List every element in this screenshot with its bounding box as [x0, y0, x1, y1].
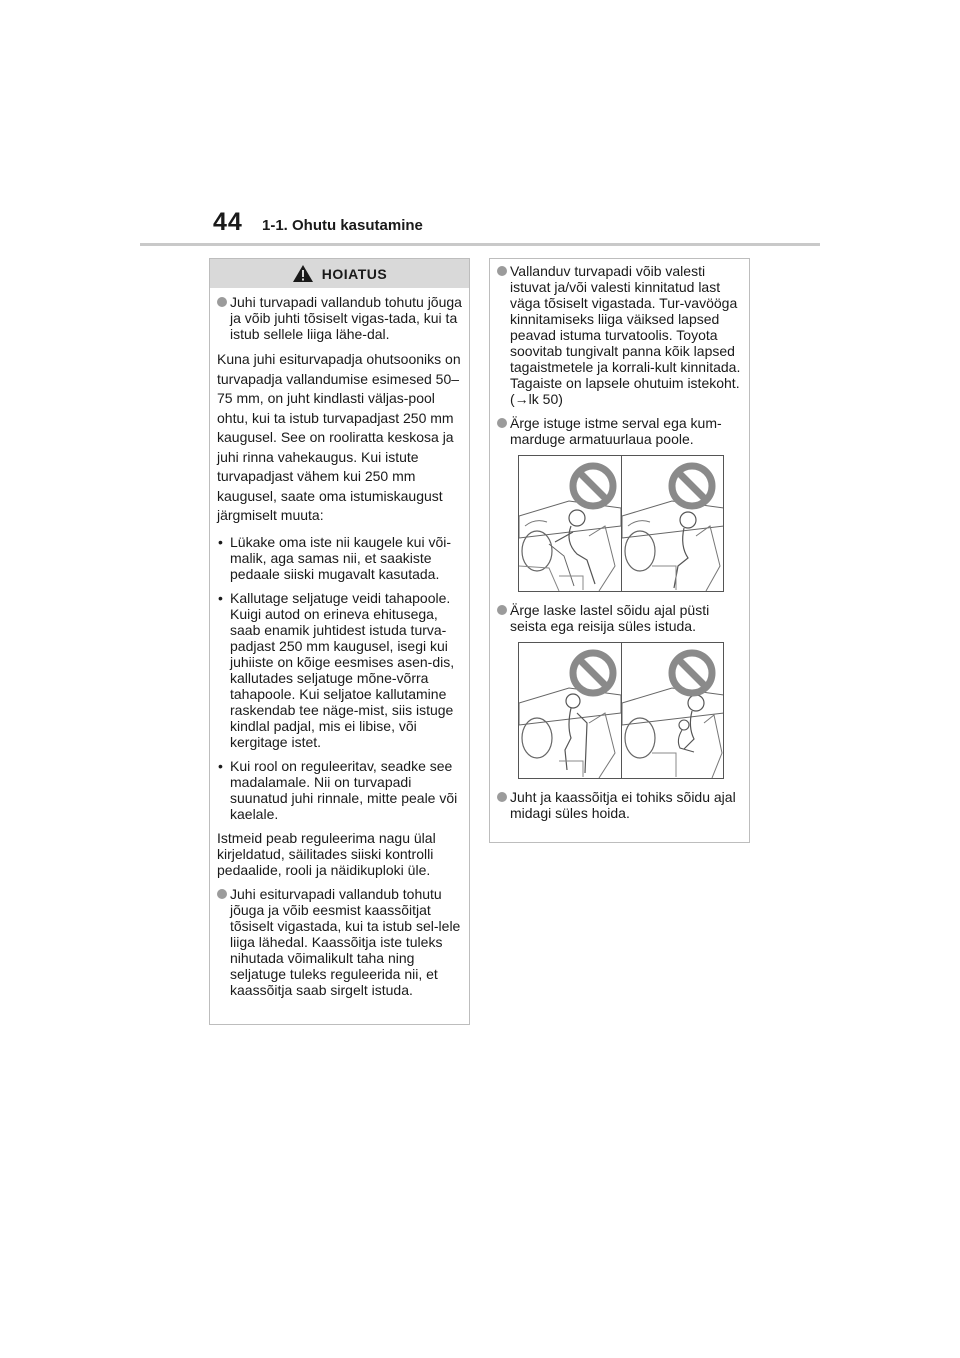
prohibition-icon	[569, 649, 617, 697]
prohibition-icon	[569, 462, 617, 510]
bullet-dot	[217, 889, 227, 899]
list-item: Juhi turvapadi vallandub tohutu jõuga ja võib juhti tõsiselt vigas-tada, kui ta istub sellele liiga lähe-dal.	[217, 294, 462, 342]
page-number: 44	[213, 208, 243, 236]
illustration-standing-child	[518, 642, 724, 779]
illustration-panel	[519, 456, 621, 591]
warning-header	[210, 259, 469, 288]
illustration-panel	[519, 643, 621, 778]
bullet-dot	[217, 297, 227, 307]
warning-title: HOIATUS	[321, 265, 388, 282]
prohibition-icon	[668, 649, 716, 697]
list-item: Ärge istuge istme serval ega kum-marduge armatuurlaua poole.	[497, 415, 742, 447]
illustration-panel	[621, 643, 724, 778]
illustration-leaning-forward	[518, 455, 724, 592]
prohibition-icon	[668, 462, 716, 510]
warning-triangle-icon	[292, 264, 314, 283]
bullet-dot	[497, 266, 507, 276]
header-divider	[140, 243, 820, 246]
section-title: 1-1. Ohutu kasutamine	[262, 217, 423, 234]
sub-list-item: • Lükake oma iste nii kaugele kui või-malik, aga samas nii, et saakiste pedaale siiski mugavalt kasutada.	[218, 533, 452, 582]
warning-box	[209, 258, 470, 1025]
sub-list-item: • Kui rool on reguleeritav, seadke see madalamale. Nii on turvapadi suunatud juhi rinnale, mitte peale või kaelale.	[218, 757, 458, 822]
bullet-dot	[497, 418, 507, 428]
bullet-dot	[497, 792, 507, 802]
paragraph: Istmeid peab reguleerima nagu ülal kirjeldatud, säilitades siiski kontrolli pedaalide, rooli ja näidikuploki üle.	[217, 829, 436, 878]
illustration-panel	[621, 456, 724, 591]
bullet-dot	[497, 605, 507, 615]
list-item: Ärge laske lastel sõidu ajal püsti seista ega reisija süles istuda.	[497, 602, 742, 634]
sub-list-item: • Kallutage seljatuge veidi tahapoole. Kuigi autod on erineva ehitusega, saab enamik juhtidest istuda turva-padjast 250 mm kaugusel, isegi kui juhiiste on kõige eesmises asen-dis, kallutades seljatuge mõne-võrra tahapoole. Kui seljatoe kallutamine raskendab tee näge-mist, siis istuge kindlal padjal, mis ei libise, või kergitage istet.	[218, 589, 455, 750]
warning-box-continued	[489, 258, 750, 843]
list-item: Juht ja kaassõitja ei tohiks sõidu ajal midagi süles hoida.	[497, 789, 742, 821]
list-item: Juhi esiturvapadi vallandub tohutu jõuga ja võib eesmist kaassõitjat tõsiselt vigastada, kui ta istub sel-lele liiga lähedal. Kaassõitja iste tuleks nihutada võimalikult taha ning seljatuge tuleks reguleerida nii, et kaassõitja saab sirgelt istuda.	[217, 886, 462, 998]
list-item: Vallanduv turvapadi võib valesti istuvat ja/või valesti kinnitatud last väga tõsiselt vigastada. Tur-vavööga kinnitamiseks liiga väiksed lapsed peavad istuma turvatoolis. Toyota soovitab tungivalt panna kõik lapsed tagaistmetele ja korrali-kult kinnitada. Tagaiste on lapsele ohutuim istekoht. (→lk 50)	[497, 263, 742, 407]
paragraph: Kuna juhi esiturvapadja ohutsooniks on turvapadja vallandumise esimesed 50–75 mm, on juht kindlasti väljas-pool ohtu, kui ta istub turvapadjast 250 mm kaugusel. See on rooliratta keskosa ja juhi rinna vahekaugus. Kui istute turvapadjast vähem kui 250 mm kaugusel, saate oma istumiskaugust järgmiselt muuta:	[217, 351, 461, 523]
